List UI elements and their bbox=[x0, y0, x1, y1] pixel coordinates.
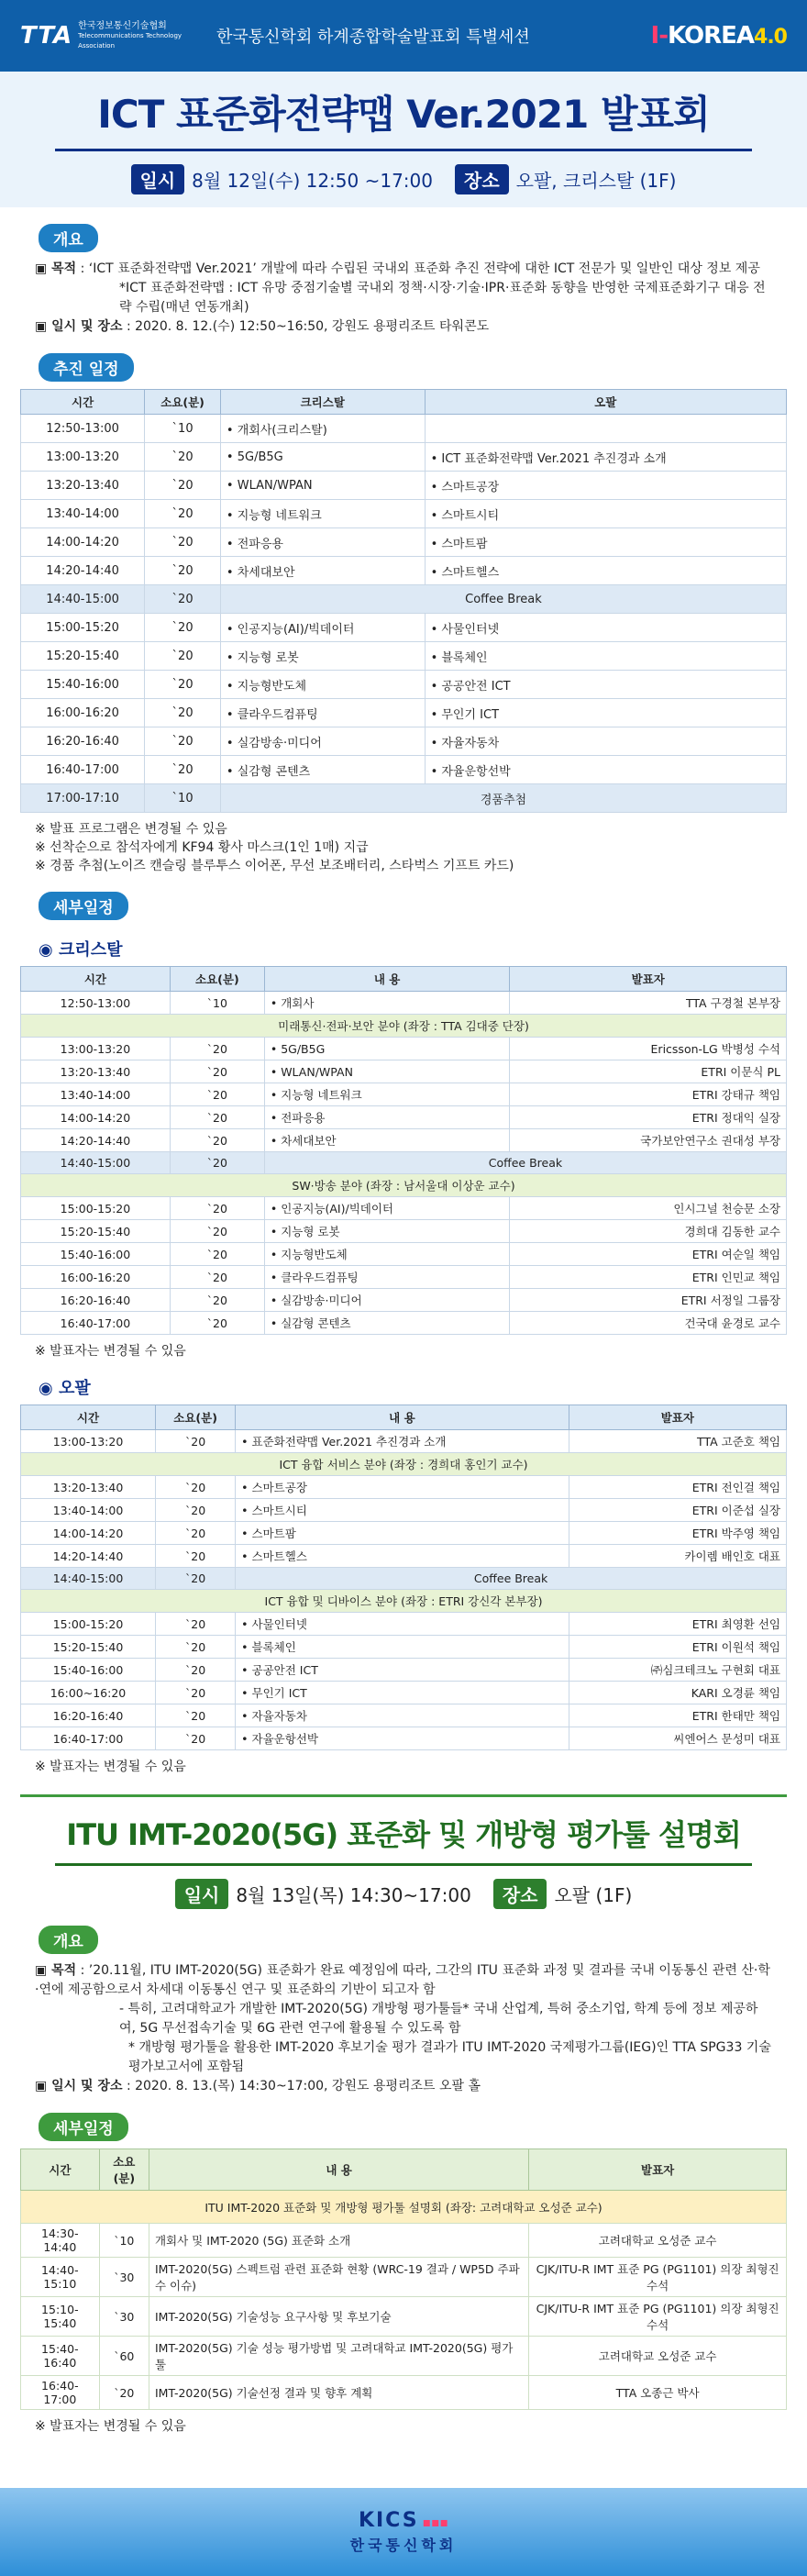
time-cell: 14:00-14:20 bbox=[21, 1106, 171, 1129]
table-row bbox=[21, 1015, 787, 1038]
table-row bbox=[21, 2258, 787, 2297]
crystal-cell: • 지능형 네트워크 bbox=[220, 500, 425, 528]
duration-cell: `20 bbox=[156, 1613, 236, 1636]
duration-cell: `20 bbox=[170, 1289, 264, 1312]
time-cell: 13:00-13:20 bbox=[21, 443, 145, 472]
table-row bbox=[21, 1038, 787, 1060]
itu-header-cell: 소요(분) bbox=[99, 2149, 149, 2191]
table-row bbox=[21, 1727, 787, 1750]
duration-cell: `20 bbox=[145, 585, 221, 614]
table-row bbox=[21, 699, 787, 727]
time-cell: 13:40-14:00 bbox=[21, 1499, 156, 1522]
schedule-header-cell: 크리스탈 bbox=[220, 390, 425, 415]
topic-cell: • 무인기 ICT bbox=[236, 1682, 569, 1704]
event2-date: 8월 13일(목) 14:30~17:00 bbox=[236, 1884, 471, 1906]
table-row bbox=[21, 585, 787, 614]
table-row bbox=[21, 1636, 787, 1659]
time-cell: 13:20-13:40 bbox=[21, 1476, 156, 1499]
event1-title-band bbox=[0, 72, 807, 207]
event2-date-badge: 일시 bbox=[175, 1879, 229, 1909]
topic-cell: • 개회사 bbox=[264, 992, 510, 1015]
duration-cell: `20 bbox=[156, 1545, 236, 1568]
duration-cell: `20 bbox=[156, 1522, 236, 1545]
speaker-cell: Ericsson-LG 박병성 수석 bbox=[510, 1038, 787, 1060]
duration-cell: `20 bbox=[156, 1476, 236, 1499]
time-cell: 14:00-14:20 bbox=[21, 528, 145, 557]
time-cell: 16:20-16:40 bbox=[21, 1289, 171, 1312]
table-row bbox=[21, 500, 787, 528]
table-row bbox=[21, 1430, 787, 1453]
duration-cell: `30 bbox=[99, 2258, 149, 2297]
speaker-cell: ㈜심크테크노 구현회 대표 bbox=[569, 1659, 786, 1682]
opal-cell: • 사물인터넷 bbox=[425, 614, 786, 642]
duration-cell: `20 bbox=[145, 756, 221, 784]
speaker-cell: ETRI 최영환 선임 bbox=[569, 1613, 786, 1636]
speaker-cell: 고려대학교 오성준 교수 bbox=[529, 2337, 787, 2376]
break-cell: Coffee Break bbox=[220, 585, 786, 614]
schedule-note: ※ 선착순으로 참석자에게 KF94 황사 마스크(1인 1매) 지급 bbox=[35, 840, 369, 855]
duration-cell: `10 bbox=[170, 992, 264, 1015]
opal-header-cell: 소요(분) bbox=[156, 1405, 236, 1430]
crystal-cell: • 차세대보안 bbox=[220, 557, 425, 585]
time-cell: 17:00-17:10 bbox=[21, 784, 145, 813]
speaker-cell: TTA 고준호 책임 bbox=[569, 1430, 786, 1453]
duration-cell: `20 bbox=[145, 642, 221, 671]
itu-header-cell: 시간 bbox=[21, 2149, 100, 2191]
event1-overview: ▣ 목적 : ‘ICT 표준화전략맵 Ver.2021’ 개발에 따라 수립된 국내외 표준화 추진 전략에 대한 ICT 전문가 및 일반인 대상 정보 제공 *ICT 표준화전략맵 : ICT 유망 중점기술별 국내외 정책·시장·기술·IPR·표준화 동향을 반영한 국제표준화기구 대응 전략 수립(매년 연동개최) ▣ 일시 및 장소 : 2020. 8. 12.(수) 12:50~16:50, 강원도 용평리조트 타워콘도 bbox=[35, 261, 766, 334]
time-cell: 14:20-14:40 bbox=[21, 1545, 156, 1568]
place-badge: 장소 bbox=[455, 164, 509, 194]
time-cell: 14:30-14:40 bbox=[21, 2224, 100, 2258]
topic-cell: • 사물인터넷 bbox=[236, 1613, 569, 1636]
table-row bbox=[21, 2224, 787, 2258]
session-row: SW·방송 분야 (좌장 : 남서울대 이상운 교수) bbox=[21, 1174, 787, 1197]
opal-cell: • 블록체인 bbox=[425, 642, 786, 671]
table-row bbox=[21, 1659, 787, 1682]
time-cell: 14:40-15:10 bbox=[21, 2258, 100, 2297]
opal-header-cell: 내 용 bbox=[236, 1405, 569, 1430]
time-cell: 16:20-16:40 bbox=[21, 1704, 156, 1727]
table-row bbox=[21, 1476, 787, 1499]
topic-cell: • 스마트헬스 bbox=[236, 1545, 569, 1568]
time-cell: 13:40-14:00 bbox=[21, 500, 145, 528]
opal-cell: • 스마트팜 bbox=[425, 528, 786, 557]
duration-cell: `20 bbox=[170, 1129, 264, 1152]
speaker-cell: TTA 구경철 본부장 bbox=[510, 992, 787, 1015]
crystal-cell: • 개회사(크리스탈) bbox=[220, 415, 425, 443]
opal-cell: • 무인기 ICT bbox=[425, 699, 786, 727]
schedule-note: ※ 경품 추첨(노이즈 캔슬링 블루투스 이어폰, 무선 보조배터리, 스타벅스 기프트 카드) bbox=[35, 859, 514, 873]
tta-logo-mark: TTA bbox=[20, 22, 73, 50]
table-row bbox=[21, 1522, 787, 1545]
duration-cell: `20 bbox=[156, 1568, 236, 1590]
speaker-cell: CJK/ITU-R IMT 표준 PG (PG1101) 의장 최형진 수석 bbox=[529, 2297, 787, 2337]
speaker-cell: ETRI 박주영 책임 bbox=[569, 1522, 786, 1545]
table-row bbox=[21, 557, 787, 585]
opal-header-cell: 발표자 bbox=[569, 1405, 786, 1430]
footer bbox=[0, 2488, 807, 2576]
table-row bbox=[21, 472, 787, 500]
table-row bbox=[21, 727, 787, 756]
table-row bbox=[21, 1613, 787, 1636]
time-cell: 16:20-16:40 bbox=[21, 727, 145, 756]
time-cell: 15:40-16:40 bbox=[21, 2337, 100, 2376]
event2-overview: ▣ 목적 : ’20.11월, ITU IMT-2020(5G) 표준화가 완료 예정임에 따라, 그간의 ITU 표준화 과정 및 결과를 국내 이동통신 관련 산·학·연에 제공함으로서 차세대 이동통신 연구 및 표준화의 기반이 되고자 함 - 특히, 고려대학교가 개발한 IMT-2020(5G) 개방형 평가툴들* 국내 산업계, 특허 중소기업, 학계 등에 정보 제공하여, 5G 무선접속기술 및 6G 관련 연구에 활용될 수 있도록 함 * 개방형 평가툴을 활용한 IMT-2020 후보기술 평가 결과가 ITU IMT-2020 국제평가그룹(IEG)인 TTA SPG33 기술평가보고서에 포함됨 ▣ 일시 및 장소 : 2020. 8. 13.(목) 14:30~17:00, 강원도 용평리조트 오팔 홀 bbox=[35, 1963, 771, 2093]
crystal-note: ※ 발표자는 변경될 수 있음 bbox=[35, 1344, 186, 1359]
table-row bbox=[21, 2376, 787, 2410]
schedule-table bbox=[20, 389, 787, 813]
topic-cell: • 지능형반도체 bbox=[264, 1243, 510, 1266]
topic-cell: • 지능형 로봇 bbox=[264, 1220, 510, 1243]
opal-cell bbox=[425, 415, 786, 443]
opal-header-cell: 시간 bbox=[21, 1405, 156, 1430]
crystal-cell: • WLAN/WPAN bbox=[220, 472, 425, 500]
speaker-cell: ETRI 한태만 책임 bbox=[569, 1704, 786, 1727]
table-row bbox=[21, 1174, 787, 1197]
event1-title: ICT 표준화전략맵 Ver.2021 발표회 bbox=[97, 92, 710, 137]
duration-cell: `20 bbox=[156, 1499, 236, 1522]
event2-note: ※ 발표자는 변경될 수 있음 bbox=[35, 2419, 186, 2434]
table-row bbox=[21, 443, 787, 472]
table-row bbox=[21, 1129, 787, 1152]
duration-cell: `10 bbox=[145, 415, 221, 443]
topic-cell: • 실감방송·미디어 bbox=[264, 1289, 510, 1312]
event1-date: 8월 12일(수) 12:50 ~17:00 bbox=[192, 170, 433, 192]
time-cell: 15:00-15:20 bbox=[21, 1197, 171, 1220]
time-cell: 15:40-16:00 bbox=[21, 671, 145, 699]
table-row bbox=[21, 756, 787, 784]
time-cell: 14:00-14:20 bbox=[21, 1522, 156, 1545]
table-row bbox=[21, 614, 787, 642]
time-cell: 16:00-16:20 bbox=[21, 1266, 171, 1289]
topic-cell: • 전파응용 bbox=[264, 1106, 510, 1129]
tta-name-ko: 한국정보통신기술협회 bbox=[78, 20, 167, 31]
header-bar bbox=[0, 0, 807, 72]
time-cell: 14:20-14:40 bbox=[21, 1129, 171, 1152]
table-row bbox=[21, 1266, 787, 1289]
speaker-cell: ETRI 이원석 책임 bbox=[569, 1636, 786, 1659]
crystal-header-cell: 시간 bbox=[21, 967, 171, 992]
table-row bbox=[21, 1453, 787, 1476]
time-cell: 15:00-15:20 bbox=[21, 614, 145, 642]
crystal-header-cell: 내 용 bbox=[264, 967, 510, 992]
crystal-cell: • 실감형 콘텐츠 bbox=[220, 756, 425, 784]
topic-cell: • 스마트공장 bbox=[236, 1476, 569, 1499]
duration-cell: `20 bbox=[170, 1312, 264, 1335]
duration-cell: `20 bbox=[145, 727, 221, 756]
ikorea-logo: I-KOREA4.0 bbox=[650, 22, 787, 50]
table-row bbox=[21, 1152, 787, 1174]
date-badge: 일시 bbox=[131, 164, 185, 194]
duration-cell: `20 bbox=[99, 2376, 149, 2410]
table-row bbox=[21, 1682, 787, 1704]
opal-cell: • 자율운항선박 bbox=[425, 756, 786, 784]
time-cell: 15:40-16:00 bbox=[21, 1243, 171, 1266]
speaker-cell: 인시그널 천승문 소장 bbox=[510, 1197, 787, 1220]
topic-cell: • 인공지능(AI)/빅데이터 bbox=[264, 1197, 510, 1220]
crystal-header-cell: 발표자 bbox=[510, 967, 787, 992]
overview-label: 개요 bbox=[39, 224, 98, 252]
opal-cell: • 자율자동차 bbox=[425, 727, 786, 756]
opal-label: ◉ 오팔 bbox=[39, 1379, 91, 1398]
speaker-cell: 씨엔어스 문성미 대표 bbox=[569, 1727, 786, 1750]
speaker-cell: ETRI 인민교 책임 bbox=[510, 1266, 787, 1289]
duration-cell: `20 bbox=[170, 1243, 264, 1266]
table-row bbox=[21, 1312, 787, 1335]
topic-cell: IMT-2020(5G) 스펙트럼 관련 표준화 현황 (WRC-19 결과 / WP5D 주파수 이슈) bbox=[149, 2258, 528, 2297]
duration-cell: `20 bbox=[170, 1060, 264, 1083]
topic-cell: • 스마트시티 bbox=[236, 1499, 569, 1522]
topic-cell: • 블록체인 bbox=[236, 1636, 569, 1659]
event2-detail-label: 세부일정 bbox=[39, 2113, 128, 2141]
topic-cell: • 공공안전 ICT bbox=[236, 1659, 569, 1682]
speaker-cell: ETRI 이준섭 실장 bbox=[569, 1499, 786, 1522]
table-row bbox=[21, 1106, 787, 1129]
duration-cell: `20 bbox=[170, 1038, 264, 1060]
speaker-cell: ETRI 강태규 책임 bbox=[510, 1083, 787, 1106]
detail-label: 세부일정 bbox=[39, 892, 128, 920]
time-cell: 15:00-15:20 bbox=[21, 1613, 156, 1636]
duration-cell: `10 bbox=[99, 2224, 149, 2258]
time-cell: 16:40-17:00 bbox=[21, 756, 145, 784]
table-row bbox=[21, 2337, 787, 2376]
event2-section bbox=[0, 1909, 807, 2436]
itu-header-cell: 발표자 bbox=[529, 2149, 787, 2191]
table-row bbox=[21, 1220, 787, 1243]
table-row bbox=[21, 1289, 787, 1312]
crystal-label: ◉ 크리스탈 bbox=[39, 940, 123, 960]
schedule-label: 추진 일정 bbox=[39, 353, 134, 382]
break-cell: Coffee Break bbox=[236, 1568, 787, 1590]
duration-cell: `20 bbox=[145, 472, 221, 500]
opal-cell: • 스마트시티 bbox=[425, 500, 786, 528]
table-row bbox=[21, 1545, 787, 1568]
kics-name: 한국통신학회 bbox=[349, 2537, 458, 2554]
duration-cell: `20 bbox=[145, 614, 221, 642]
event1-section bbox=[0, 207, 807, 1776]
duration-cell: `20 bbox=[156, 1659, 236, 1682]
schedule-note: ※ 발표 프로그램은 변경될 수 있음 bbox=[35, 822, 227, 837]
topic-cell: • 5G/B5G bbox=[264, 1038, 510, 1060]
table-row bbox=[21, 1499, 787, 1522]
title-divider bbox=[55, 149, 752, 151]
crystal-cell: • 실감방송·미디어 bbox=[220, 727, 425, 756]
duration-cell: `20 bbox=[145, 443, 221, 472]
topic-cell: • 표준화전략맵 Ver.2021 추진경과 소개 bbox=[236, 1430, 569, 1453]
table-row bbox=[21, 992, 787, 1015]
session-row: ICT 융합 및 디바이스 분야 (좌장 : ETRI 강신각 본부장) bbox=[21, 1590, 787, 1613]
topic-cell: • 자율자동차 bbox=[236, 1704, 569, 1727]
event2-title-divider bbox=[55, 1863, 752, 1866]
duration-cell: `20 bbox=[170, 1220, 264, 1243]
topic-cell: • 스마트팜 bbox=[236, 1522, 569, 1545]
opal-note: ※ 발표자는 변경될 수 있음 bbox=[35, 1760, 186, 1774]
duration-cell: `20 bbox=[156, 1636, 236, 1659]
topic-cell: IMT-2020(5G) 기술 성능 평가방법 및 고려대학교 IMT-2020(5G) 평가툴 bbox=[149, 2337, 528, 2376]
duration-cell: `20 bbox=[170, 1152, 264, 1174]
table-row bbox=[21, 1590, 787, 1613]
table-row bbox=[21, 1060, 787, 1083]
duration-cell: `20 bbox=[145, 671, 221, 699]
time-cell: 16:40-17:00 bbox=[21, 2376, 100, 2410]
time-cell: 15:20-15:40 bbox=[21, 1636, 156, 1659]
topic-cell: • 자율운항선박 bbox=[236, 1727, 569, 1750]
table-row bbox=[21, 671, 787, 699]
speaker-cell: ETRI 서정일 그룹장 bbox=[510, 1289, 787, 1312]
session-row: ITU IMT-2020 표준화 및 개방형 평가툴 설명회 (좌장: 고려대학교 오성준 교수) bbox=[21, 2191, 787, 2224]
table-row bbox=[21, 2297, 787, 2337]
table-row bbox=[21, 1197, 787, 1220]
schedule-header-cell: 소요(분) bbox=[145, 390, 221, 415]
event2-dateline bbox=[0, 1879, 807, 1909]
break-cell: Coffee Break bbox=[264, 1152, 786, 1174]
section-divider bbox=[20, 1794, 787, 1797]
duration-cell: `10 bbox=[145, 784, 221, 813]
tta-name-en: Telecommunications Technology Association bbox=[78, 31, 182, 50]
duration-cell: `20 bbox=[170, 1083, 264, 1106]
crystal-cell: • 인공지능(AI)/빅데이터 bbox=[220, 614, 425, 642]
header-title: 한국통신학회 하계종합학술발표회 특별세션 bbox=[216, 28, 530, 47]
time-cell: 14:40-15:00 bbox=[21, 1152, 171, 1174]
session-row: 미래통신·전파·보안 분야 (좌장 : TTA 김대중 단장) bbox=[21, 1015, 787, 1038]
itu-header-cell: 내 용 bbox=[149, 2149, 528, 2191]
table-row bbox=[21, 1704, 787, 1727]
crystal-cell: • 지능형반도체 bbox=[220, 671, 425, 699]
opal-cell: • 스마트공장 bbox=[425, 472, 786, 500]
topic-cell: • 차세대보안 bbox=[264, 1129, 510, 1152]
time-cell: 14:40-15:00 bbox=[21, 1568, 156, 1590]
speaker-cell: 고려대학교 오성준 교수 bbox=[529, 2224, 787, 2258]
table-row bbox=[21, 784, 787, 813]
event2-place-badge: 장소 bbox=[493, 1879, 547, 1909]
topic-cell: • 실감형 콘텐츠 bbox=[264, 1312, 510, 1335]
duration-cell: `20 bbox=[170, 1197, 264, 1220]
time-cell: 15:10-15:40 bbox=[21, 2297, 100, 2337]
event2-overview-label: 개요 bbox=[39, 1926, 98, 1954]
crystal-cell: • 5G/B5G bbox=[220, 443, 425, 472]
table-row bbox=[21, 642, 787, 671]
kics-logo: KICS ▪▪▪ bbox=[358, 2509, 449, 2532]
speaker-cell: 카이렘 배인호 대표 bbox=[569, 1545, 786, 1568]
time-cell: 16:40-17:00 bbox=[21, 1727, 156, 1750]
break-cell: 경품추첨 bbox=[220, 784, 786, 813]
table-row bbox=[21, 2191, 787, 2224]
time-cell: 13:00-13:20 bbox=[21, 1038, 171, 1060]
event2-place: 오팔 (1F) bbox=[554, 1884, 633, 1906]
time-cell: 14:20-14:40 bbox=[21, 557, 145, 585]
time-cell: 13:20-13:40 bbox=[21, 1060, 171, 1083]
time-cell: 15:40-16:00 bbox=[21, 1659, 156, 1682]
time-cell: 13:40-14:00 bbox=[21, 1083, 171, 1106]
speaker-cell: ETRI 정대익 실장 bbox=[510, 1106, 787, 1129]
time-cell: 13:00-13:20 bbox=[21, 1430, 156, 1453]
duration-cell: `60 bbox=[99, 2337, 149, 2376]
speaker-cell: 국가보안연구소 권대성 부장 bbox=[510, 1129, 787, 1152]
speaker-cell: 경희대 김동한 교수 bbox=[510, 1220, 787, 1243]
session-row: ICT 융합 서비스 분야 (좌장 : 경희대 홍인기 교수) bbox=[21, 1453, 787, 1476]
duration-cell: `20 bbox=[156, 1727, 236, 1750]
tta-logo bbox=[20, 21, 204, 51]
event1-place: 오팔, 크리스탈 (1F) bbox=[515, 170, 677, 192]
table-row bbox=[21, 528, 787, 557]
table-row bbox=[21, 1568, 787, 1590]
topic-cell: IMT-2020(5G) 기술선정 결과 및 향후 계획 bbox=[149, 2376, 528, 2410]
opal-cell: • 스마트헬스 bbox=[425, 557, 786, 585]
duration-cell: `20 bbox=[145, 557, 221, 585]
duration-cell: `20 bbox=[156, 1704, 236, 1727]
duration-cell: `20 bbox=[145, 699, 221, 727]
speaker-cell: ETRI 여순일 책임 bbox=[510, 1243, 787, 1266]
crystal-cell: • 지능형 로봇 bbox=[220, 642, 425, 671]
time-cell: 16:00~16:20 bbox=[21, 1682, 156, 1704]
time-cell: 12:50-13:00 bbox=[21, 992, 171, 1015]
crystal-header-cell: 소요(분) bbox=[170, 967, 264, 992]
event2-title: ITU IMT-2020(5G) 표준화 및 개방형 평가툴 설명회 bbox=[66, 1817, 741, 1852]
time-cell: 12:50-13:00 bbox=[21, 415, 145, 443]
duration-cell: `20 bbox=[170, 1266, 264, 1289]
crystal-cell: • 클라우드컴퓨팅 bbox=[220, 699, 425, 727]
schedule-notes bbox=[20, 813, 787, 875]
speaker-cell: KARI 오경륜 책임 bbox=[569, 1682, 786, 1704]
itu-schedule-table bbox=[20, 2149, 787, 2410]
crystal-table bbox=[20, 966, 787, 1335]
time-cell: 15:20-15:40 bbox=[21, 1220, 171, 1243]
topic-cell: 개회사 및 IMT-2020 (5G) 표준화 소개 bbox=[149, 2224, 528, 2258]
table-row bbox=[21, 1243, 787, 1266]
topic-cell: • 지능형 네트워크 bbox=[264, 1083, 510, 1106]
crystal-cell: • 전파응용 bbox=[220, 528, 425, 557]
topic-cell: IMT-2020(5G) 기술성능 요구사항 및 후보기술 bbox=[149, 2297, 528, 2337]
table-row bbox=[21, 415, 787, 443]
opal-table bbox=[20, 1405, 787, 1750]
duration-cell: `20 bbox=[156, 1682, 236, 1704]
time-cell: 16:00-16:20 bbox=[21, 699, 145, 727]
time-cell: 16:40-17:00 bbox=[21, 1312, 171, 1335]
speaker-cell: ETRI 이문식 PL bbox=[510, 1060, 787, 1083]
speaker-cell: ETRI 전인걸 책임 bbox=[569, 1476, 786, 1499]
time-cell: 14:40-15:00 bbox=[21, 585, 145, 614]
opal-cell: • 공공안전 ICT bbox=[425, 671, 786, 699]
schedule-header-cell: 오팔 bbox=[425, 390, 786, 415]
duration-cell: `20 bbox=[170, 1106, 264, 1129]
duration-cell: `20 bbox=[156, 1430, 236, 1453]
schedule-header-cell: 시간 bbox=[21, 390, 145, 415]
speaker-cell: CJK/ITU-R IMT 표준 PG (PG1101) 의장 최형진 수석 bbox=[529, 2258, 787, 2297]
speaker-cell: TTA 오종근 박사 bbox=[529, 2376, 787, 2410]
table-row bbox=[21, 1083, 787, 1106]
time-cell: 15:20-15:40 bbox=[21, 642, 145, 671]
topic-cell: • 클라우드컴퓨팅 bbox=[264, 1266, 510, 1289]
speaker-cell: 건국대 윤경로 교수 bbox=[510, 1312, 787, 1335]
event1-dateline bbox=[0, 164, 807, 194]
time-cell: 13:20-13:40 bbox=[21, 472, 145, 500]
topic-cell: • WLAN/WPAN bbox=[264, 1060, 510, 1083]
duration-cell: `20 bbox=[145, 500, 221, 528]
duration-cell: `30 bbox=[99, 2297, 149, 2337]
kics-dots-icon: ▪▪▪ bbox=[422, 2515, 449, 2530]
duration-cell: `20 bbox=[145, 528, 221, 557]
opal-cell: • ICT 표준화전략맵 Ver.2021 추진경과 소개 bbox=[425, 443, 786, 472]
